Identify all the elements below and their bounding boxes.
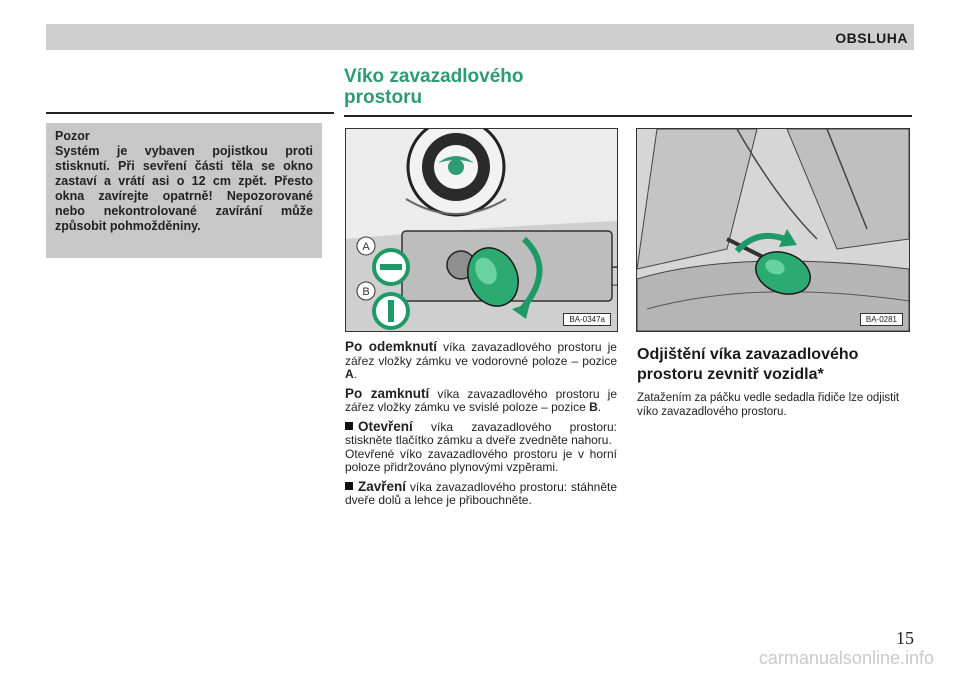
- section-heading-release: Odjištění víka zavazadlového prostoru zevnitř vozidla*: [637, 346, 859, 383]
- lock-position: B: [589, 400, 598, 414]
- bullet-icon: [345, 482, 353, 490]
- open-term: Otevření: [358, 418, 413, 434]
- unlock-term: Po odemknutí: [345, 339, 438, 354]
- marker-b: B: [362, 286, 370, 298]
- warning-title: Pozor: [55, 129, 90, 143]
- watermark: carmanualsonline.info: [758, 648, 934, 668]
- header-bar: [46, 24, 914, 50]
- open-extra: Otevřené víko zavazadlového prostoru je v horní poloze přidržováno plynovými vzpěrami.: [345, 446, 617, 474]
- close-text: víka zavazadlového prostoru: stáhněte dveře dolů a lehce je přibouchněte.: [345, 479, 617, 507]
- left-column-text: [345, 340, 617, 513]
- unlock-position: A: [345, 367, 354, 381]
- lock-text: víka zavazadlového prostoru je zářez vložky zámku ve svislé poloze – pozice: [345, 386, 618, 414]
- unlock-text: víka zavazadlového prostoru je zářez vložky zámku ve vodorovné poloze – pozice: [345, 340, 617, 368]
- lock-illustration: [346, 129, 617, 331]
- release-text: Zatažením za páčku vedle sedadla řidiče lze odjistit víko zavazadlového prostoru.: [637, 392, 900, 418]
- section-label: OBSLUHA: [835, 30, 908, 46]
- paragraph-close: [345, 480, 617, 508]
- lock-term: Po zamknutí: [345, 385, 430, 401]
- paragraph-lock: Po zamknutí víka zavazadlového prostoru je zářez vložky zámku ve svislé poloze – pozice B.: [345, 385, 618, 414]
- paragraph-unlock: Po odemknutí víka zavazadlového prostoru je zářez vložky zámku ve vodorovné poloze – pozice A.: [345, 339, 617, 381]
- page-number: 15: [896, 628, 914, 648]
- divider-right: [344, 115, 912, 117]
- figure-lever-label: BA-0281: [860, 313, 903, 326]
- paragraph-open: [345, 420, 617, 475]
- figure-lever: [636, 128, 910, 332]
- open-text: víka zavazadlového prostoru: stiskněte tlačítko zámku a dveře zvedněte nahoru.: [345, 419, 617, 447]
- close-term: Zavření: [358, 478, 407, 494]
- figure-lock: [345, 128, 618, 332]
- lever-illustration: [637, 129, 909, 331]
- warning-box: [46, 123, 322, 258]
- figure-lock-label: BA-0347a: [563, 313, 611, 326]
- warning-text: Systém je vybaven pojistkou proti stisknutí. Při sevření části těla se okno zastaví a vrátí asi o 12 cm zpět. Přesto okna zavírejte opatrně! Nepozorované nebo nekontrolované zavírání může způsobit pohmožděniny.: [55, 144, 313, 233]
- page-title-line1: Víko zavazadlového: [344, 66, 524, 87]
- divider-left: [46, 112, 334, 114]
- marker-a: A: [362, 241, 370, 253]
- page-title-line2: prostoru: [344, 87, 423, 108]
- bullet-icon: [345, 422, 353, 430]
- page-title: [344, 66, 524, 108]
